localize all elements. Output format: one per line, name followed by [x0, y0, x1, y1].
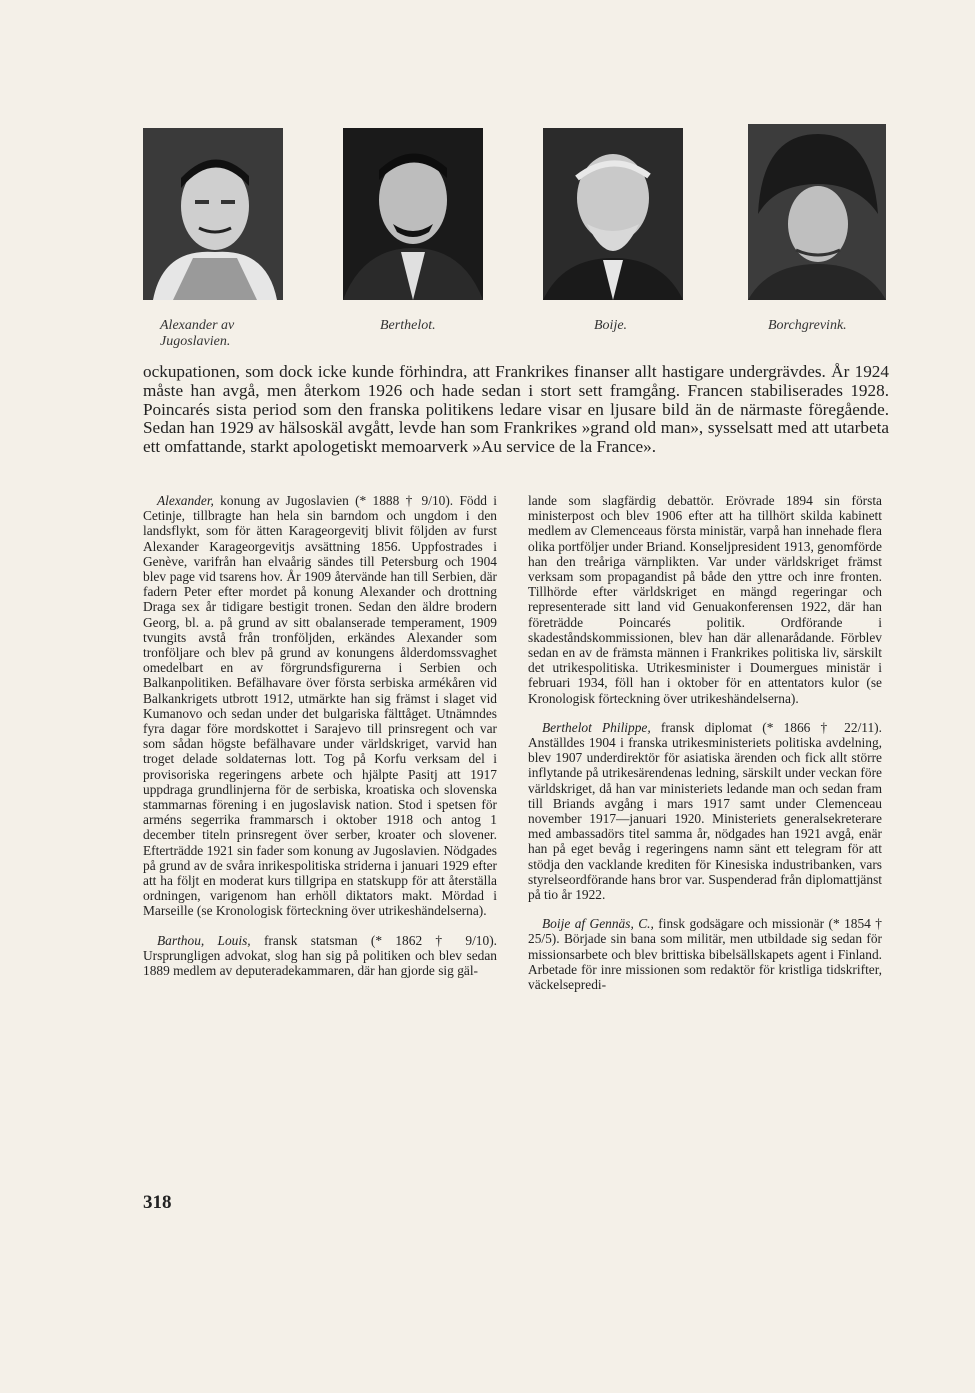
portrait-berthelot-image [343, 128, 483, 300]
entry-barthou-body: fransk statsman (* 1862 † 9/10). Ursprungligen advokat, slog han sig på politiken och blev sedan 1889 medlem av deputeradekammaren, där han gjorde sig gäl- [143, 932, 497, 979]
intro-text: ockupationen, som dock icke kunde förhindra, att Frankrikes finanser allt hastigare undergrävdes. År 1924 måste han avgå, men återkom 1926 och hade sedan i stort sett framgång. Francen stabiliserades 1928. Poincarés sista period som den franska politikens ledare visar en ljusare bild än de närmaste föregående. Sedan han 1929 av hälsoskäl avgått, levde han som Frankrikes »grand old man», sysselsatt med att utarbeta ett omfattande, starkt apologetiskt memoarverk »Au service de la France». [143, 362, 889, 457]
entry-berthelot [528, 720, 882, 902]
entry-berthelot-head: Berthelot Philippe, [542, 719, 651, 735]
portrait-alexander-image [143, 128, 283, 300]
portrait-berthelot-icon [343, 128, 483, 300]
intro-paragraph [143, 363, 889, 457]
portrait-borchgrevink-icon [748, 124, 886, 300]
entry-barthou-continued: lande som slagfärdig debattör. Erövrade 1894 sin första ministerpost och blev 1906 efter att ha tillhört skilda kabinett medlem av Clemenceaus första ministär, varpå han innehade flera olika portföljer under Briand. Konseljpresident 1913, genomförde han den treåriga värnplikten. Var under världskriget främst verksam som propagandist på både den yttre och inre fronten. Tillhörde efter världskriget en mängd regeringar och representerade sitt land vid Genuakonferensen 1922, där han företrädde Poincarés politik. Ordförande i skadeståndskommissionen, blev han där allenarådande. Förblev sedan en av de främsta männen i Frankrikes politiska liv, särskilt det utrikespolitiska. Utrikesminister i Doumergues ministär i februari 1934, föll han i oktober för en attentators kulor (se Kronologisk förteckning över utrikeshändelserna). [528, 493, 882, 706]
caption-boije: Boije. [594, 318, 628, 333]
entry-alexander-head: Alexander, [157, 493, 214, 508]
portrait-boije-image [543, 128, 683, 300]
caption-borchgrevink: Borchgrevink. [768, 318, 847, 333]
portrait-borchgrevink-image [748, 124, 886, 300]
entry-boije-body: finsk godsägare och missionär (* 1854 † 25/5). Började sin bana som militär, men utbildade sig sedan för missionsarbete och blev brittiska bibelsällskapets agent i Finland. Arbetade för inre missionen som redaktör för kristliga tidskrifter, väckelsepredi- [528, 916, 882, 993]
entry-alexander [143, 493, 497, 919]
portrait-alexander-icon [143, 128, 283, 300]
portrait-boije-icon [543, 128, 683, 300]
entry-barthou [143, 933, 497, 979]
entry-boije-head: Boije af Gennäs, C., [542, 916, 654, 932]
right-column [528, 493, 882, 1006]
entry-boije [528, 916, 882, 992]
entry-barthou-head: Barthou, Louis, [157, 932, 251, 948]
entry-berthelot-body: fransk diplomat (* 1866 † 22/11). Anställdes 1904 i franska utrikesministeriets politiska avdelning, blev 1907 underdirektör för asiatiska ärenden och fick allt större inflytande på utrikesärendenas ledning, särskilt under veckan före världskriget, då han var ministeriets ledande man och sedan fram till Briands avgång i mars 1917 samt under Clemenceau november 1917—januari 1920. Ministeriets generalsekreterare med ambassadörs titel samma år, nödgades han 1921 avgå, enär han på eget bevåg i regeringens namn sänt ett telegram för att stödja den vacklande krediten för Kinesiska industribanken, vars styrelseordförande hans bror var. Suspenderad från diplomattjänst på tio år 1922. [528, 719, 882, 903]
left-column [143, 493, 497, 992]
caption-alexander: Alexander av Jugoslavien. [160, 318, 235, 349]
caption-berthelot: Berthelot. [380, 318, 436, 333]
page-number: 318 [143, 1192, 172, 1213]
entry-alexander-body: konung av Jugoslavien (* 1888 † 9/10). Född i Cetinje, tillbragte han hela sin barndom och ungdom i den landsflykt, som för ätten Karageorgevitj blivit följden av furst Alexander Karageorgevitjs avsättning 1856. Uppfostrades i Genève, varifrån han elvaårig sändes till Petersburg och 1904 blev page vid tsarens hov. År 1909 återvände han till Serbien, där fadern Peter efter mordet på konung Alexander och drottning Draga sex år tidigare bestigit tronen. Sedan den äldre brodern Georg, bl. a. på grund av sitt obalanserade temperament, 1909 tvungits avstå från tronföljden, erkändes Alexander som tronföljare och blev på grund av konungens ålderdomssvaghet omedelbart en av förgrundsfigurerna i Serbien och Balkanpolitiken. Befälhavare över första serbiska armékåren vid Balkankrigets utbrott 1912, utmärkte han sig främst i slaget vid Kumanovo och sedan under det bulgariska fälttåget. Utnämndes fyra dagar före mordskottet i Sarajevo till prinsregent och var som sådan högste befälhavare under världskriget, varvid han troget delade soldaternas lott. Tog på Korfu verksam del i provisoriska regeringens arbete och hjälpte Pasitj att 1917 uppdraga grundlinjerna för de serbiska, kroatiska och slovenska stammarnas förening i en jugoslavisk nation. Stod i spetsen för arméns segerrika frammarsch i oktober 1918 och antog 1 december titeln prinsregent över serber, kroater och slovener. Efterträdde 1921 sin fader som konung av Jugoslavien. Nödgades på grund av de svåra inrikespolitiska striderna i januari 1929 efter att ha följt en moderat kurs tillgripa en statskupp för att återställa ordningen, varigenom han erhöll diktators makt. Mördad i Marseille (se Kronologisk förteckning över utrikeshändelserna). [143, 493, 497, 919]
